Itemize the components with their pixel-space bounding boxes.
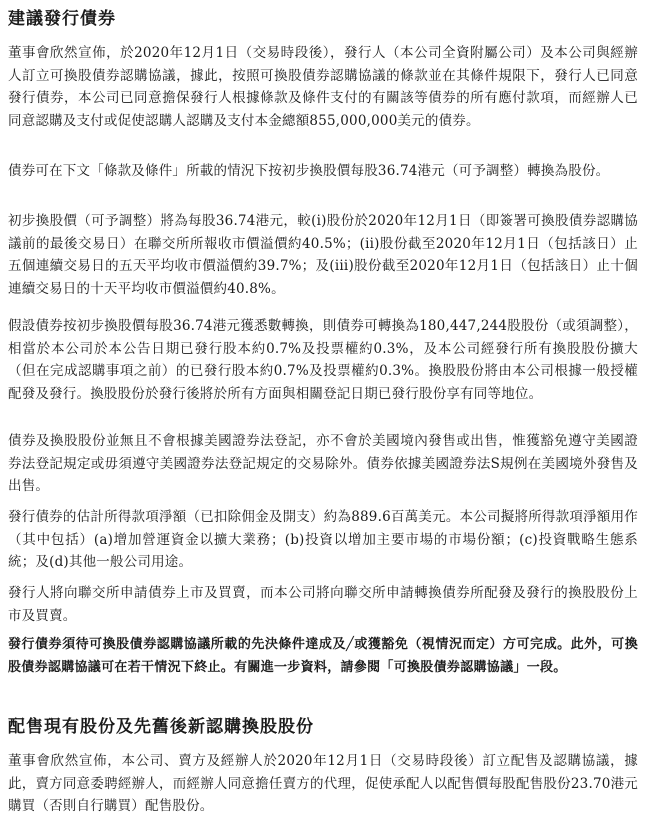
paragraph-placing-agreement: 董事會欣然宣佈，本公司、賣方及經辦人於2020年12月1日（交易時段後）訂立配售及認購協議，據此，賣方同意委聘經辦人，而經辦人同意擔任賣方的代理，促使承配人以配售價每股配售股份23.70港元購買（否則自行購買）配售股份。 xyxy=(8,753,638,814)
paragraph-announcement-of-subscription-agreement: 董事會欣然宣佈，於2020年12月1日（交易時段後），發行人（本公司全資附屬公司）及本公司與經辦人訂立可換股債券認購協議，據此，按照可換股債券認購協議的條款並在其條件規限下，發行人已同意發行債券，本公司已同意擔保發行人根據條款及條件支付的有關該等債券的所有應付款項，而經辦人已同意認購及支付或促使認購人認購及支付本金總額855,000,000美元的債券。 xyxy=(8,45,638,129)
paragraph-conversion-premium: 初步換股價（可予調整）將為每股36.74港元，較(i)股份於2020年12月1日（即簽署可換股債券認購協議前的最後交易日）在聯交所所報收市價溢價約40.5%；(ii)股份截至2020年12月1日（包括該日）止五個連續交易日的五天平均收市價溢價約39.7%；及(iii)股份截至2020年12月1日（包括該日）止十個連續交易日的十天平均收市價溢價約40.8%。 xyxy=(8,213,638,297)
section-heading-placing-and-subscription: 配售現有股份及先舊後新認購換股股份 xyxy=(8,717,314,737)
section-heading-proposed-bond-issue: 建議發行債券 xyxy=(8,9,116,29)
paragraph-listing-application: 發行人將向聯交所申請債券上市及買賣，而本公司將向聯交所申請轉換債券所配發及發行的換股股份上市及買賣。 xyxy=(8,585,638,624)
paragraph-conditions-precedent-notice: 發行債券須待可換股債券認購協議所載的先決條件達成及╱或獲豁免（視情況而定）方可完成。此外，可換股債券認購協議可在若干情況下終止。有關進一步資料，請參閱「可換股債券認購協議」一段。 xyxy=(8,637,638,675)
paragraph-use-of-proceeds: 發行債券的估計所得款項淨額（已扣除佣金及開支）約為889.6百萬美元。本公司擬將所得款項淨額用作（其中包括）(a)增加營運資金以擴大業務；(b)投資以增加主要市場的市場份額；(c)投資戰略生態系統；及(d)其他一般公司用途。 xyxy=(8,509,638,570)
paragraph-securities-act-registration: 債券及換股股份並無且不會根據美國證券法登記，亦不會於美國境內發售或出售，惟獲豁免遵守美國證券法登記規定或毋須遵守美國證券法登記規定的交易除外。債券依據美國證券法S規例在美國境外發售及出售。 xyxy=(8,433,638,494)
paragraph-conversion-price: 債券可在下文「條款及條件」所載的情況下按初步換股價每股36.74港元（可予調整）轉換為股份。 xyxy=(8,163,610,179)
paragraph-conversion-shares: 假設債券按初步換股價每股36.74港元獲悉數轉換，則債券可轉換為180,447,244股股份（或須調整），相當於本公司於本公告日期已發行股本約0.7%及投票權約0.3%，及本公司經發行所有換股股份擴大（但在完成認購事項之前）的已發行股本約0.7%及投票權約0.3%。換股股份將由本公司根據一般授權配發及發行。換股股份於發行後將於所有方面與相關登記日期已發行股份享有同等地位。 xyxy=(8,318,638,402)
